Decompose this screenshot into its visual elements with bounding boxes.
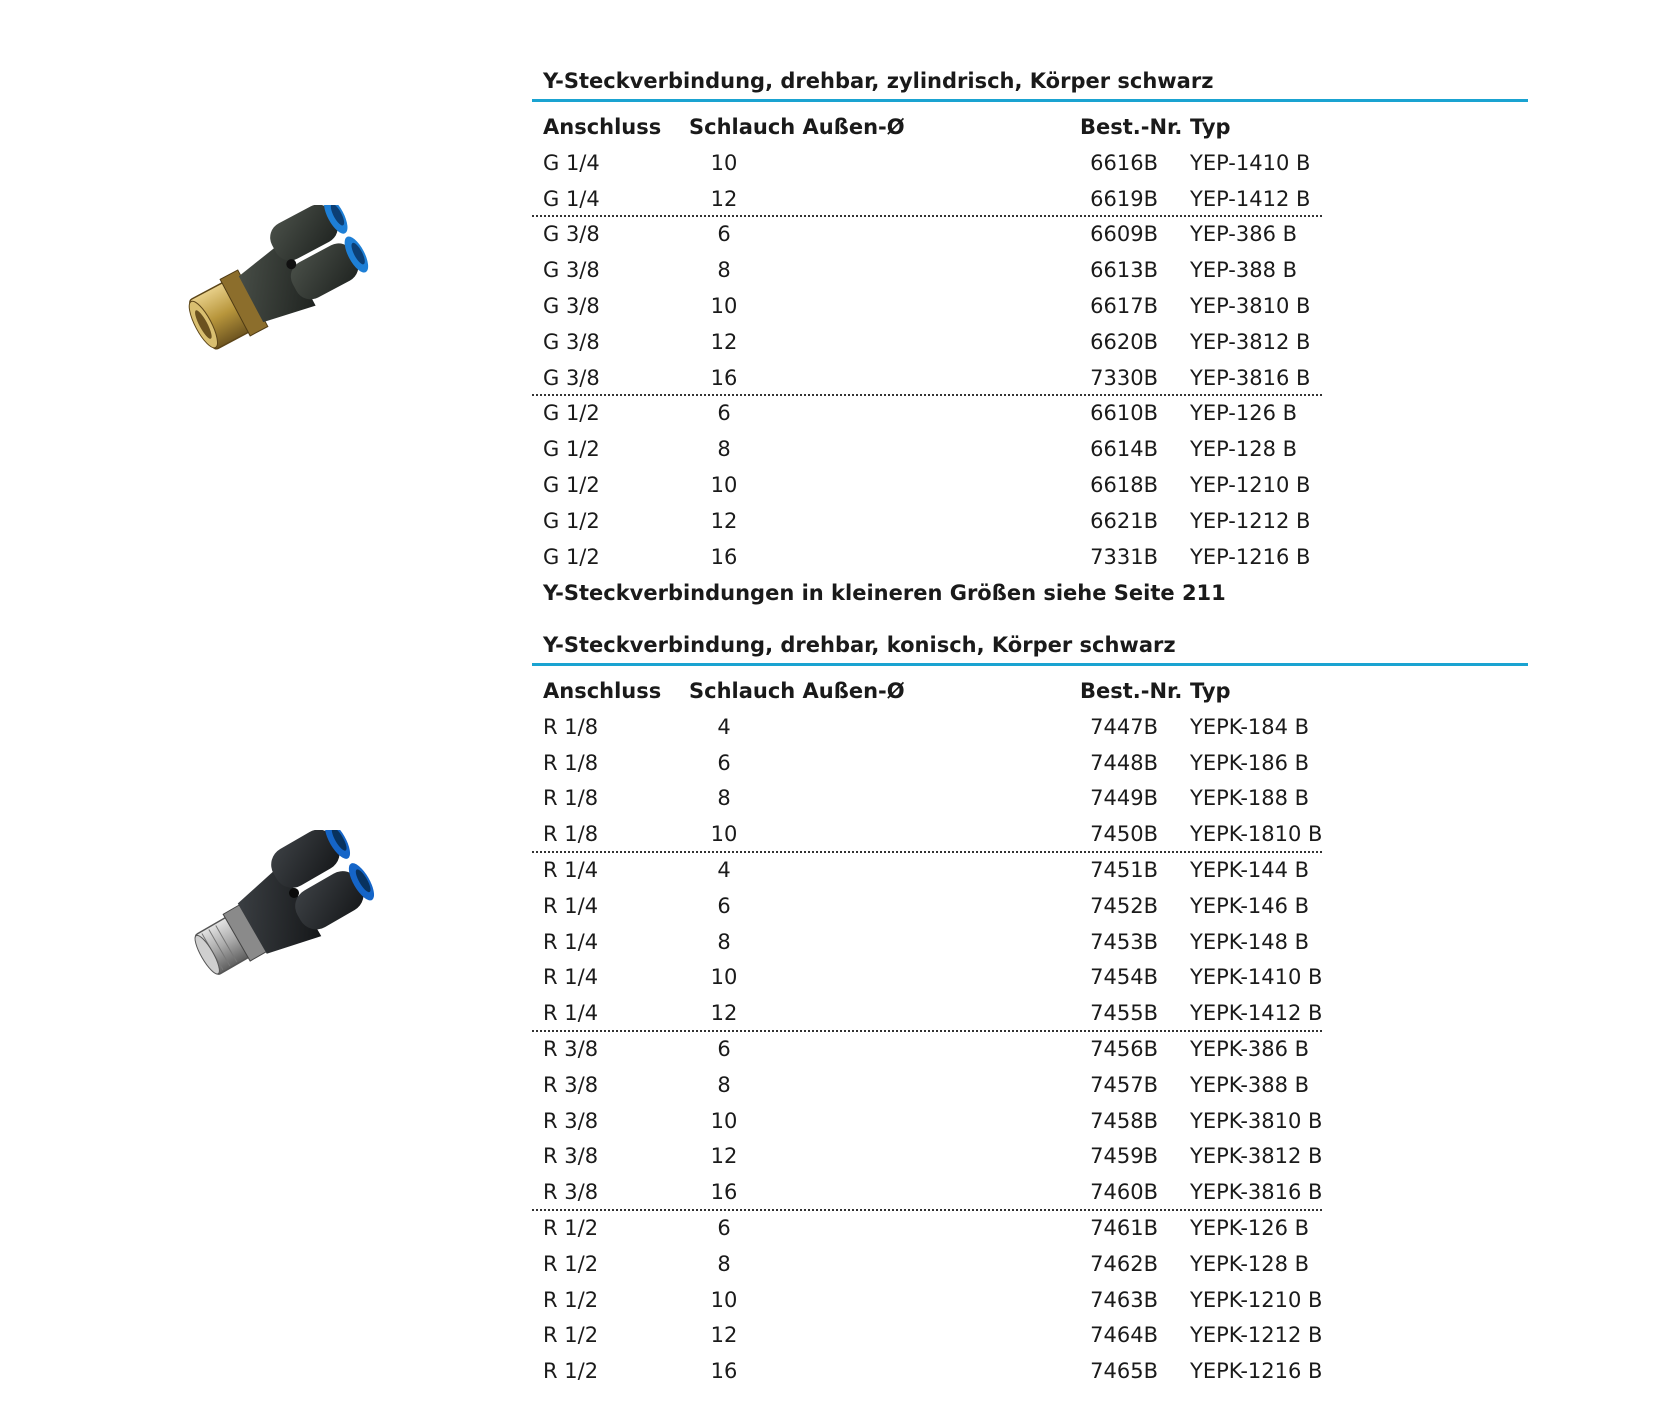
cell-anschluss: G 1/4 <box>543 186 600 211</box>
cell-schlauch: 8 <box>717 786 731 811</box>
table-row <box>532 468 1528 504</box>
cell-anschluss: R 1/2 <box>543 1287 599 1312</box>
table-row <box>532 182 1528 218</box>
table-row <box>532 746 1528 782</box>
table-row <box>532 1104 1528 1140</box>
cell-schlauch: 6 <box>717 1215 731 1240</box>
table-row <box>532 432 1528 468</box>
cell-schlauch: 8 <box>717 258 731 283</box>
table-row <box>532 253 1528 289</box>
cell-best-nr: 7462B <box>1090 1251 1158 1276</box>
header-schlauch-aussen: Schlauch Außen-Ø <box>689 115 905 139</box>
section-title-rule <box>532 99 1528 102</box>
cell-schlauch: 4 <box>717 714 731 739</box>
cell-anschluss: R 1/4 <box>543 929 599 954</box>
cell-schlauch: 6 <box>717 1036 731 1061</box>
cell-typ: YEPK-1810 B <box>1190 822 1323 847</box>
cell-typ: YEP-128 B <box>1190 437 1298 462</box>
cell-schlauch: 8 <box>717 929 731 954</box>
cell-best-nr: 6610B <box>1090 401 1158 426</box>
cell-typ: YEPK-388 B <box>1190 1072 1310 1097</box>
table-row <box>532 540 1528 576</box>
table-row <box>532 925 1528 961</box>
cell-anschluss: G 1/2 <box>543 472 600 497</box>
section-title: Y-Steckverbindung, drehbar, konisch, Körper schwarz <box>543 633 1176 657</box>
cell-typ: YEPK-1210 B <box>1190 1287 1323 1312</box>
cell-anschluss: R 1/2 <box>543 1251 599 1276</box>
cell-anschluss: R 3/8 <box>543 1144 599 1169</box>
cell-best-nr: 7331B <box>1090 544 1158 569</box>
cell-typ: YEP-126 B <box>1190 401 1298 426</box>
cell-schlauch: 10 <box>710 150 738 175</box>
table-row <box>532 710 1528 746</box>
cell-anschluss: R 1/4 <box>543 965 599 990</box>
cell-best-nr: 7449B <box>1090 786 1158 811</box>
table-row <box>532 217 1528 253</box>
cell-schlauch: 12 <box>710 329 738 354</box>
cell-best-nr: 7452B <box>1090 893 1158 918</box>
cell-anschluss: G 3/8 <box>543 222 600 247</box>
header-typ: Typ <box>1190 679 1231 703</box>
cell-schlauch: 16 <box>710 1180 738 1205</box>
cell-typ: YEPK-1412 B <box>1190 1001 1323 1026</box>
cell-schlauch: 8 <box>717 437 731 462</box>
table-row <box>532 889 1528 925</box>
cell-typ: YEPK-128 B <box>1190 1251 1310 1276</box>
header-best-nr: Best.-Nr. <box>1080 115 1183 139</box>
cell-schlauch: 12 <box>710 186 738 211</box>
cell-best-nr: 7460B <box>1090 1180 1158 1205</box>
cell-best-nr: 6609B <box>1090 222 1158 247</box>
cell-typ: YEP-1210 B <box>1190 472 1311 497</box>
table-row <box>532 504 1528 540</box>
cell-anschluss: G 3/8 <box>543 365 600 390</box>
cell-anschluss: G 3/8 <box>543 258 600 283</box>
cell-typ: YEPK-184 B <box>1190 714 1310 739</box>
cell-typ: YEPK-3816 B <box>1190 1180 1323 1205</box>
cell-anschluss: G 3/8 <box>543 329 600 354</box>
cell-anschluss: R 1/2 <box>543 1215 599 1240</box>
cell-best-nr: 7448B <box>1090 750 1158 775</box>
cell-schlauch: 16 <box>710 544 738 569</box>
cell-best-nr: 6619B <box>1090 186 1158 211</box>
table-row <box>532 996 1528 1032</box>
cell-best-nr: 7465B <box>1090 1359 1158 1384</box>
cell-best-nr: 7459B <box>1090 1144 1158 1169</box>
cell-typ: YEP-3816 B <box>1190 365 1311 390</box>
cell-typ: YEPK-3812 B <box>1190 1144 1323 1169</box>
cell-best-nr: 6616B <box>1090 150 1158 175</box>
cell-typ: YEP-388 B <box>1190 258 1298 283</box>
cell-typ: YEP-1412 B <box>1190 186 1311 211</box>
cell-best-nr: 7456B <box>1090 1036 1158 1061</box>
cell-anschluss: R 1/8 <box>543 750 599 775</box>
cell-schlauch: 6 <box>717 750 731 775</box>
header-anschluss: Anschluss <box>543 679 662 703</box>
cell-typ: YEPK-386 B <box>1190 1036 1310 1061</box>
cell-schlauch: 6 <box>717 401 731 426</box>
cell-anschluss: R 3/8 <box>543 1036 599 1061</box>
cell-best-nr: 6613B <box>1090 258 1158 283</box>
header-anschluss: Anschluss <box>543 115 662 139</box>
cell-anschluss: R 3/8 <box>543 1180 599 1205</box>
cell-schlauch: 10 <box>710 1287 738 1312</box>
smaller-sizes-note: Y-Steckverbindungen in kleineren Größen siehe Seite 211 <box>543 581 1226 606</box>
cell-best-nr: 7457B <box>1090 1072 1158 1097</box>
header-schlauch-aussen: Schlauch Außen-Ø <box>689 679 905 703</box>
table-row <box>532 325 1528 361</box>
cell-typ: YEP-1410 B <box>1190 150 1311 175</box>
cell-typ: YEPK-1216 B <box>1190 1359 1323 1384</box>
cell-typ: YEP-1216 B <box>1190 544 1311 569</box>
cell-anschluss: R 3/8 <box>543 1072 599 1097</box>
table-row <box>532 1283 1528 1319</box>
section-title-rule <box>532 663 1528 666</box>
cell-best-nr: 7450B <box>1090 822 1158 847</box>
cell-anschluss: G 1/4 <box>543 150 600 175</box>
cell-anschluss: G 1/2 <box>543 544 600 569</box>
cell-schlauch: 10 <box>710 965 738 990</box>
cell-schlauch: 10 <box>710 822 738 847</box>
table-row <box>532 1354 1528 1390</box>
table-row <box>532 1247 1528 1283</box>
section-konisch <box>532 630 1528 1390</box>
cell-typ: YEPK-188 B <box>1190 786 1310 811</box>
cell-anschluss: R 3/8 <box>543 1108 599 1133</box>
cell-anschluss: R 1/4 <box>543 893 599 918</box>
cell-best-nr: 6618B <box>1090 472 1158 497</box>
cell-best-nr: 6620B <box>1090 329 1158 354</box>
table-row <box>532 1139 1528 1175</box>
cell-schlauch: 16 <box>710 365 738 390</box>
cell-anschluss: G 1/2 <box>543 437 600 462</box>
cell-schlauch: 10 <box>710 1108 738 1133</box>
cell-best-nr: 7451B <box>1090 857 1158 882</box>
cell-best-nr: 7455B <box>1090 1001 1158 1026</box>
cell-schlauch: 6 <box>717 893 731 918</box>
cell-anschluss: G 3/8 <box>543 293 600 318</box>
cell-typ: YEP-1212 B <box>1190 508 1311 533</box>
cell-best-nr: 7464B <box>1090 1323 1158 1348</box>
table-row <box>532 1032 1528 1068</box>
cell-anschluss: G 1/2 <box>543 508 600 533</box>
cell-schlauch: 16 <box>710 1359 738 1384</box>
cell-typ: YEPK-144 B <box>1190 857 1310 882</box>
cell-schlauch: 12 <box>710 508 738 533</box>
cell-typ: YEPK-186 B <box>1190 750 1310 775</box>
cell-anschluss: R 1/8 <box>543 714 599 739</box>
table-row <box>532 1068 1528 1104</box>
table-row <box>532 146 1528 182</box>
cell-best-nr: 7330B <box>1090 365 1158 390</box>
cell-best-nr: 7458B <box>1090 1108 1158 1133</box>
cell-schlauch: 6 <box>717 222 731 247</box>
table-row <box>532 396 1528 432</box>
cell-schlauch: 8 <box>717 1251 731 1276</box>
cell-schlauch: 12 <box>710 1144 738 1169</box>
cell-anschluss: R 1/8 <box>543 786 599 811</box>
y-fitting-steel-thread-image <box>185 830 395 985</box>
cell-schlauch: 10 <box>710 472 738 497</box>
cell-typ: YEP-3810 B <box>1190 293 1311 318</box>
cell-best-nr: 7453B <box>1090 929 1158 954</box>
cell-best-nr: 6614B <box>1090 437 1158 462</box>
table-row <box>532 853 1528 889</box>
cell-best-nr: 7461B <box>1090 1215 1158 1240</box>
table-row <box>532 960 1528 996</box>
cell-typ: YEPK-148 B <box>1190 929 1310 954</box>
cell-typ: YEPK-1212 B <box>1190 1323 1323 1348</box>
cell-schlauch: 8 <box>717 1072 731 1097</box>
table-row <box>532 1211 1528 1247</box>
cell-schlauch: 12 <box>710 1323 738 1348</box>
cell-anschluss: G 1/2 <box>543 401 600 426</box>
table-row <box>532 1318 1528 1354</box>
cell-schlauch: 4 <box>717 857 731 882</box>
section-title: Y-Steckverbindung, drehbar, zylindrisch, Körper schwarz <box>543 69 1214 93</box>
cell-typ: YEP-3812 B <box>1190 329 1311 354</box>
cell-typ: YEP-386 B <box>1190 222 1298 247</box>
table-header-row <box>532 110 1528 146</box>
table-row <box>532 817 1528 853</box>
section-zylindrisch <box>532 66 1528 611</box>
cell-anschluss: R 1/2 <box>543 1323 599 1348</box>
table-header-row <box>532 674 1528 710</box>
cell-typ: YEPK-146 B <box>1190 893 1310 918</box>
cell-anschluss: R 1/4 <box>543 857 599 882</box>
cell-anschluss: R 1/2 <box>543 1359 599 1384</box>
table-row <box>532 781 1528 817</box>
cell-typ: YEPK-126 B <box>1190 1215 1310 1240</box>
cell-schlauch: 10 <box>710 293 738 318</box>
cell-best-nr: 7463B <box>1090 1287 1158 1312</box>
cell-best-nr: 6621B <box>1090 508 1158 533</box>
cell-anschluss: R 1/4 <box>543 1001 599 1026</box>
cell-typ: YEPK-3810 B <box>1190 1108 1323 1133</box>
cell-typ: YEPK-1410 B <box>1190 965 1323 990</box>
header-best-nr: Best.-Nr. <box>1080 679 1183 703</box>
cell-best-nr: 7454B <box>1090 965 1158 990</box>
table-row <box>532 1175 1528 1211</box>
table-row <box>532 289 1528 325</box>
cell-best-nr: 7447B <box>1090 714 1158 739</box>
table-row <box>532 361 1528 397</box>
y-fitting-brass-thread-image <box>180 205 390 355</box>
cell-anschluss: R 1/8 <box>543 822 599 847</box>
cell-schlauch: 12 <box>710 1001 738 1026</box>
cell-best-nr: 6617B <box>1090 293 1158 318</box>
header-typ: Typ <box>1190 115 1231 139</box>
